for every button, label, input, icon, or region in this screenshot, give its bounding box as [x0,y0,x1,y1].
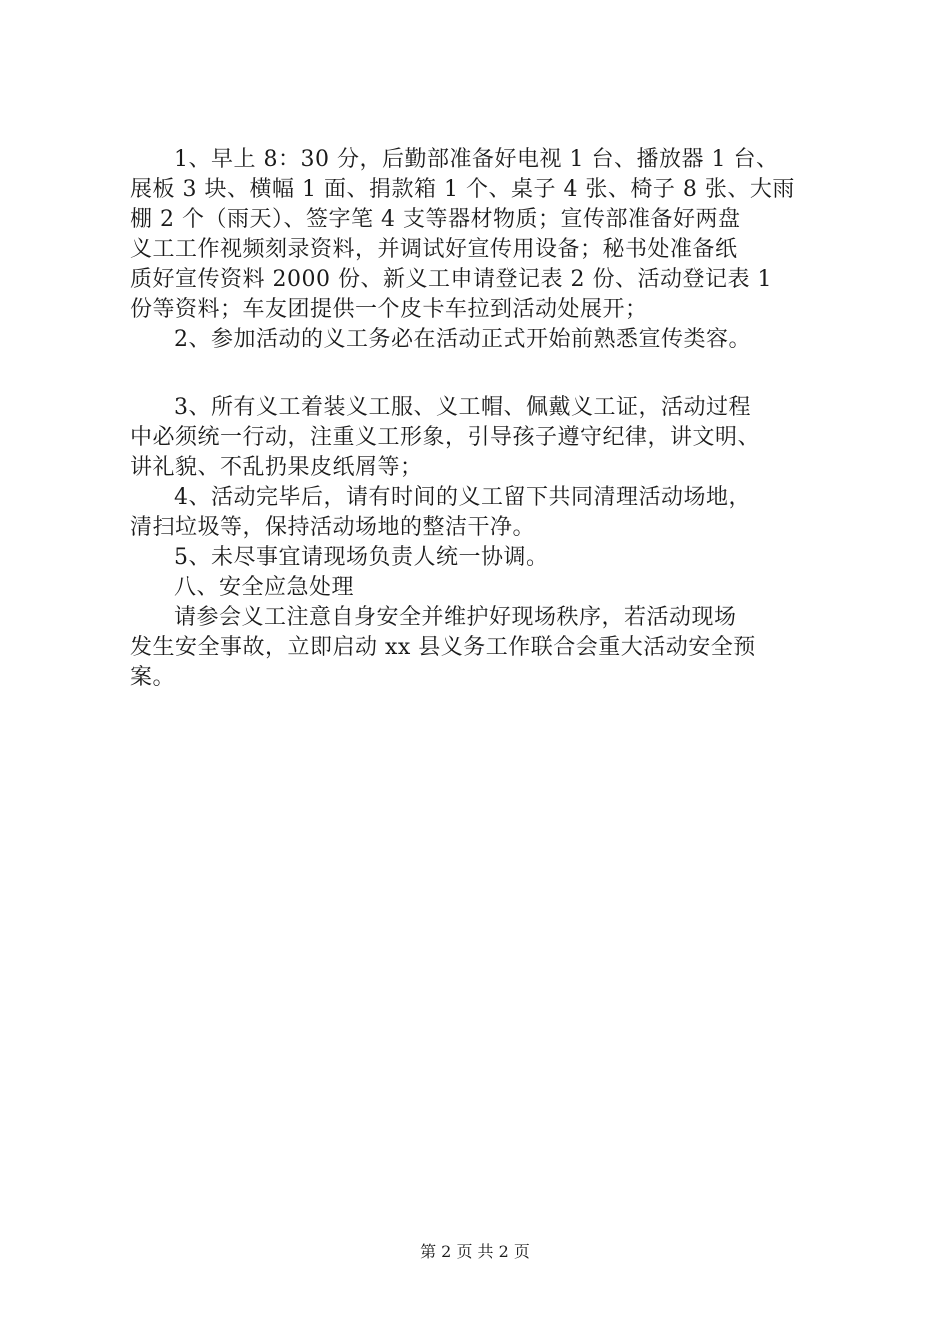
paragraph-item-3 [130,393,830,483]
paragraph-item-5 [130,543,830,573]
section-heading [130,573,830,603]
text-line: 清扫垃圾等，保持活动场地的整洁干净。 [130,515,536,540]
paragraph-spacer [130,355,830,393]
text-line: 中必须统一行动，注重义工形象，引导孩子遵守纪律，讲文明、 [130,425,761,450]
text-line: 棚 2 个（雨天）、签字笔 4 支等器材物质；宣传部准备好两盘 [130,207,741,232]
text-line: 4、活动完毕后，请有时间的义工留下共同清理活动场地， [174,485,751,510]
document-body [130,145,830,693]
text-line: 1、早上 8：30 分，后勤部准备好电视 1 台、播放器 1 台、 [174,147,779,172]
text-line: 讲礼貌、不乱扔果皮纸屑等； [130,455,423,480]
text-line: 份等资料；车友团提供一个皮卡车拉到活动处展开； [130,297,648,322]
paragraph-item-4 [130,483,830,543]
text-line: 案。 [130,665,176,690]
paragraph-item-1 [130,145,830,325]
page-number-footer: 第 2 页 共 2 页 [420,1242,530,1261]
paragraph-item-2 [130,325,830,355]
text-line: 八、安全应急处理 [174,575,355,600]
text-line: 质好宣传资料 2000 份、新义工申请登记表 2 份、活动登记表 1 [130,267,772,292]
text-line: 发生安全事故，立即启动 xx 县义务工作联合会重大活动安全预 [130,635,756,660]
text-line: 请参会义工注意自身安全并维护好现场秩序，若活动现场 [174,605,737,630]
text-line: 3、所有义工着装义工服、义工帽、佩戴义工证，活动过程 [174,395,751,420]
paragraph-safety [130,603,830,693]
text-line: 2、参加活动的义工务必在活动正式开始前熟悉宣传类容。 [174,327,751,352]
text-line: 5、未尽事宜请现场负责人统一协调。 [174,545,549,570]
text-line: 义工工作视频刻录资料，并调试好宣传用设备；秘书处准备纸 [130,237,738,262]
text-line: 展板 3 块、横幅 1 面、捐款箱 1 个、桌子 4 张、椅子 8 张、大雨 [130,177,795,202]
